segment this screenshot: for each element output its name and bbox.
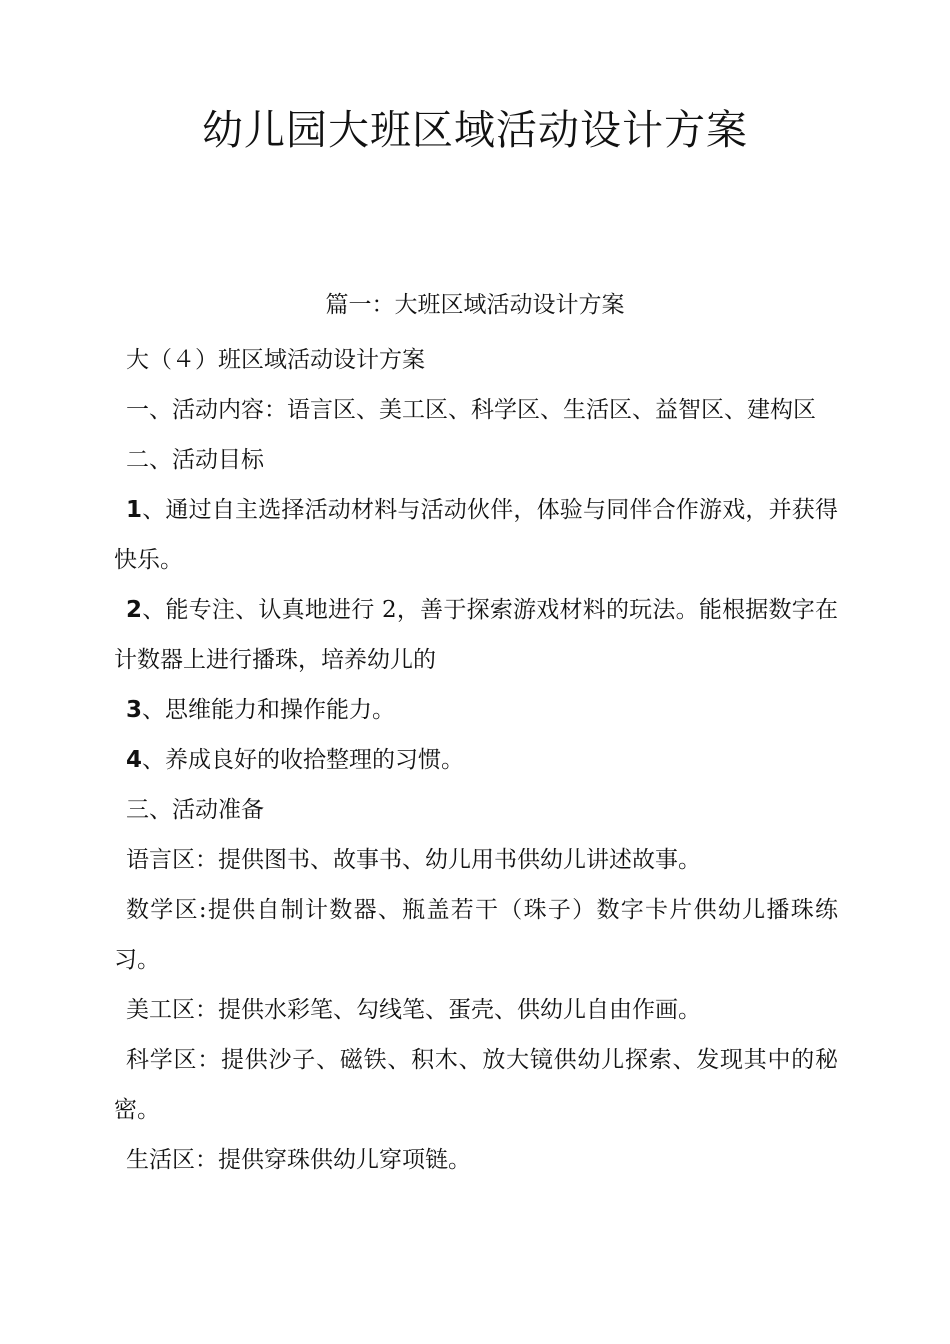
paragraph-number: 1 — [126, 497, 143, 523]
paragraph-text: 一、活动内容：语言区、美工区、科学区、生活区、益智区、建构区 — [126, 397, 816, 423]
paragraph-4 — [114, 485, 838, 585]
paragraph-text: 美工区：提供水彩笔、勾线笔、蛋壳、供幼儿自由作画。 — [126, 997, 701, 1023]
paragraph-text: 、能专注、认真地进行 2，善于探索游戏材料的玩法。能根据数字在计数器上进行播珠，培养幼儿的 — [114, 597, 838, 673]
paragraph-text: 、通过自主选择活动材料与活动伙伴，体验与同伴合作游戏，并获得快乐。 — [114, 497, 838, 573]
document-title: 幼儿园大班区域活动设计方案 — [202, 106, 748, 154]
paragraph-number: 3 — [126, 697, 143, 723]
section-subtitle: 篇一：大班区域活动设计方案 — [325, 292, 625, 318]
paragraph-text: 三、活动准备 — [126, 797, 264, 823]
paragraph-7 — [114, 735, 838, 785]
paragraph-text: 大（４）班区域活动设计方案 — [126, 347, 425, 373]
paragraph-8 — [114, 785, 838, 835]
paragraph-text: 、思维能力和操作能力。 — [142, 697, 396, 723]
paragraph-3 — [114, 435, 838, 485]
document-body — [114, 335, 838, 1185]
paragraph-text: 、养成良好的收拾整理的习惯。 — [142, 747, 465, 773]
paragraph-2 — [114, 385, 838, 435]
paragraph-13 — [114, 1135, 838, 1185]
paragraph-1 — [114, 335, 838, 385]
paragraph-text: 语言区：提供图书、故事书、幼儿用书供幼儿讲述故事。 — [126, 847, 701, 873]
paragraph-text: 科学区：提供沙子、磁铁、积木、放大镜供幼儿探索、发现其中的秘密。 — [114, 1047, 838, 1123]
paragraph-number: 2 — [126, 597, 143, 623]
paragraph-text: 二、活动目标 — [126, 447, 264, 473]
paragraph-text: 生活区：提供穿珠供幼儿穿项链。 — [126, 1147, 471, 1173]
paragraph-12 — [114, 1035, 838, 1135]
paragraph-5 — [114, 585, 838, 685]
paragraph-10 — [114, 885, 838, 985]
paragraph-text: 数学区:提供自制计数器、瓶盖若干（珠子）数字卡片供幼儿播珠练习。 — [114, 897, 838, 973]
paragraph-11 — [114, 985, 838, 1035]
paragraph-6 — [114, 685, 838, 735]
paragraph-number: 4 — [126, 747, 143, 773]
paragraph-9 — [114, 835, 838, 885]
